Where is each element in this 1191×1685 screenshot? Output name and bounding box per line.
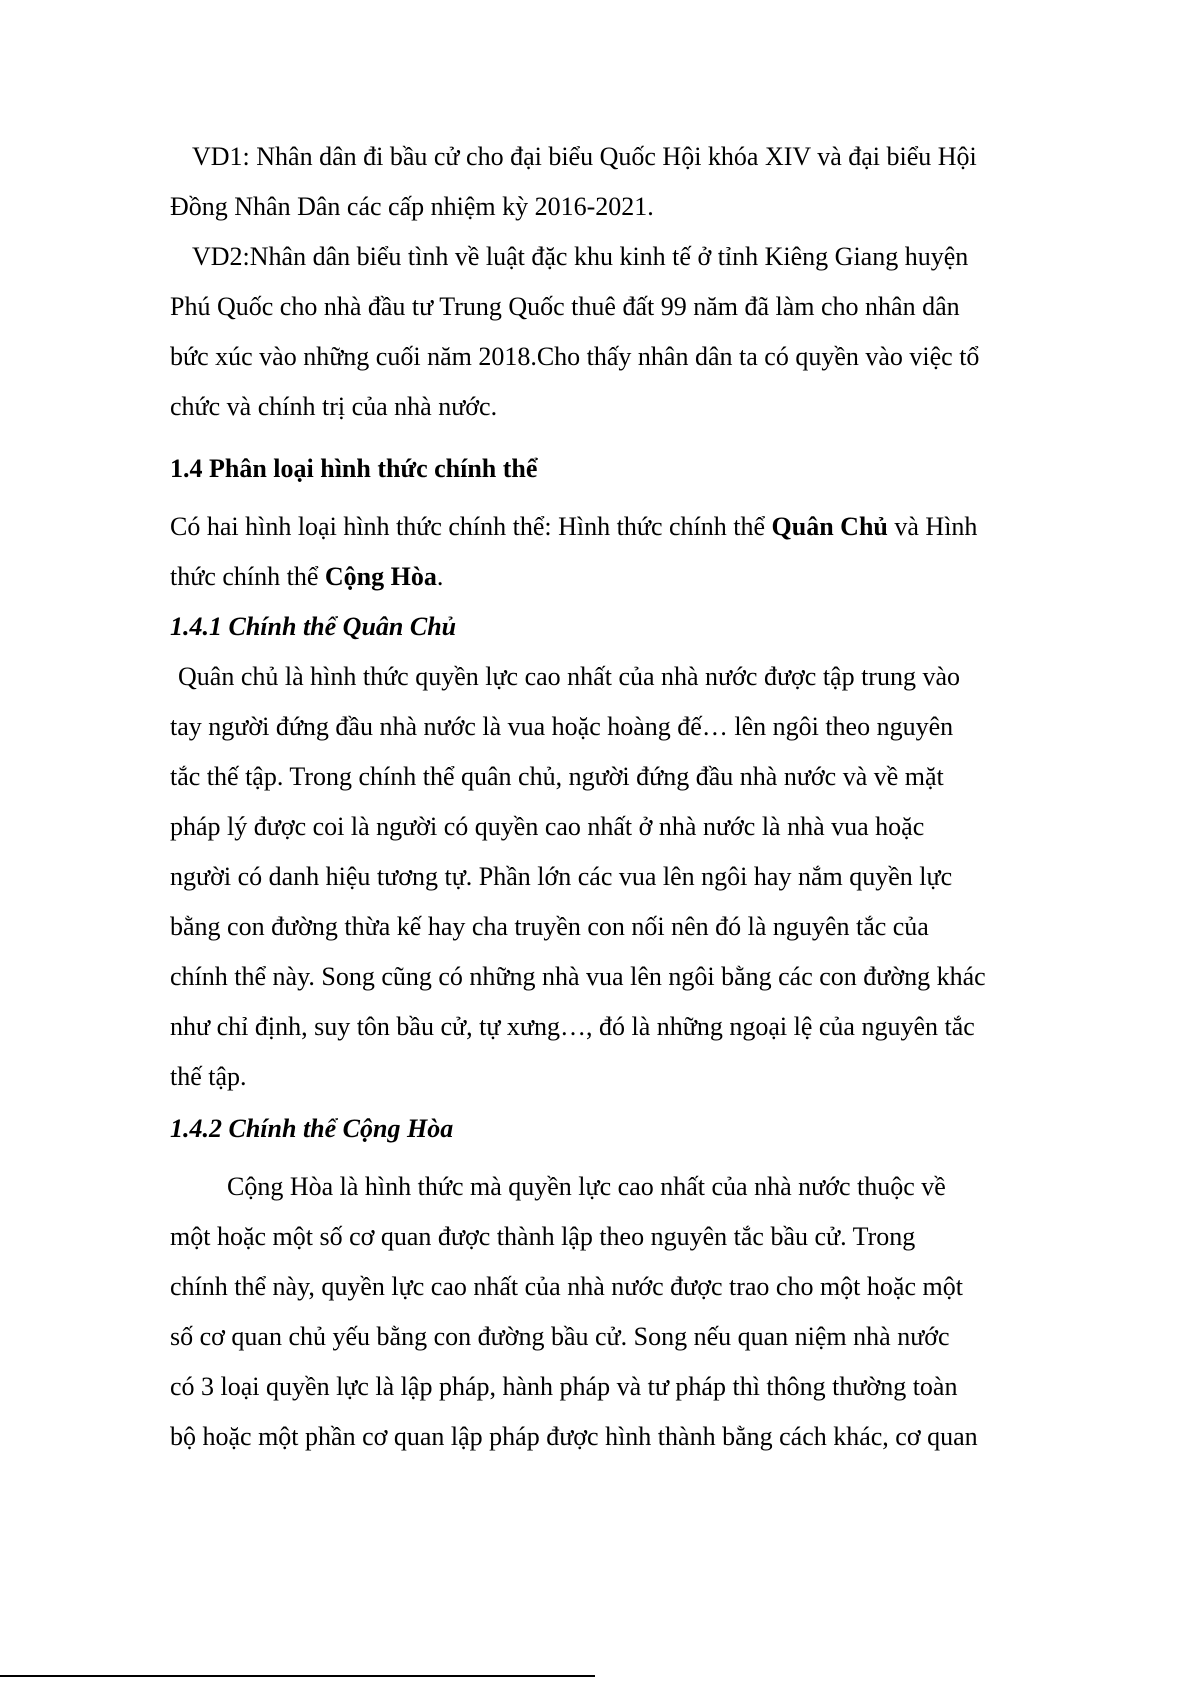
section-1-4-1-line-5: người có danh hiệu tương tự. Phần lớn các vua lên ngôi hay nắm quyền lực xyxy=(170,862,953,891)
section-1-4-1-line-2: tay người đứng đầu nhà nước là vua hoặc hoàng đế… lên ngôi theo nguyên xyxy=(170,712,954,741)
section-1-4-2-line-1: Cộng Hòa là hình thức mà quyền lực cao nhất của nhà nước thuộc về xyxy=(227,1172,946,1201)
footnote-divider xyxy=(0,1675,595,1677)
section-1-4-1-line-9: thế tập. xyxy=(170,1062,247,1091)
section-1-4-intro-line-1 xyxy=(170,502,1090,552)
section-1-4-1-line-1: Quân chủ là hình thức quyền lực cao nhất của nhà nước được tập trung vào xyxy=(178,662,961,691)
section-1-4-2-line-3: chính thể này, quyền lực cao nhất của nhà nước được trao cho một hoặc một xyxy=(170,1272,963,1301)
section-1-4-1-line-7: chính thể này. Song cũng có những nhà vua lên ngôi bằng các con đường khác xyxy=(170,962,986,991)
intro-text: và Hình xyxy=(887,512,978,541)
intro-bold-term: Cộng Hòa xyxy=(324,562,437,591)
section-1-4-2-line-6: bộ hoặc một phần cơ quan lập pháp được hình thành bằng cách khác, cơ quan xyxy=(170,1422,978,1451)
vd1-line-2: Đồng Nhân Dân các cấp nhiệm kỳ 2016-2021. xyxy=(170,192,654,221)
vd2-line-1: VD2:Nhân dân biểu tình về luật đặc khu kinh tế ở tỉnh Kiêng Giang huyện xyxy=(192,242,969,271)
vd2-line-2: Phú Quốc cho nhà đầu tư Trung Quốc thuê đất 99 năm đã làm cho nhân dân xyxy=(170,292,960,321)
section-1-4-1-heading: 1.4.1 Chính thể Quân Chủ xyxy=(170,612,457,641)
vd2-line-3: bức xúc vào những cuối năm 2018.Cho thấy nhân dân ta có quyền vào việc tổ xyxy=(170,342,980,371)
vd1-line-1: VD1: Nhân dân đi bầu cử cho đại biểu Quốc Hội khóa XIV và đại biểu Hội xyxy=(192,142,977,171)
intro-bold-term: Quân Chủ xyxy=(771,512,888,541)
section-1-4-2-heading: 1.4.2 Chính thể Cộng Hòa xyxy=(170,1114,454,1143)
section-1-4-1-line-6: bằng con đường thừa kế hay cha truyền con nối nên đó là nguyên tắc của xyxy=(170,912,929,941)
section-1-4-intro-line-2 xyxy=(170,552,1090,602)
section-1-4-1-line-3: tắc thế tập. Trong chính thể quân chủ, người đứng đầu nhà nước và về mặt xyxy=(170,762,944,791)
document-page xyxy=(170,132,1090,1462)
intro-text: Có hai hình loại hình thức chính thể: Hình thức chính thể xyxy=(170,512,772,541)
vd2-line-4: chức và chính trị của nhà nước. xyxy=(170,392,498,421)
intro-text: thức chính thể xyxy=(170,562,325,591)
section-1-4-2-line-2: một hoặc một số cơ quan được thành lập theo nguyên tắc bầu cử. Trong xyxy=(170,1222,916,1251)
intro-text: . xyxy=(436,562,444,591)
section-1-4-1-line-4: pháp lý được coi là người có quyền cao nhất ở nhà nước là nhà vua hoặc xyxy=(170,812,925,841)
section-1-4-heading: 1.4 Phân loại hình thức chính thể xyxy=(170,454,538,483)
section-1-4-2-line-4: số cơ quan chủ yếu bằng con đường bầu cử. Song nếu quan niệm nhà nước xyxy=(170,1322,950,1351)
section-1-4-2-line-5: có 3 loại quyền lực là lập pháp, hành pháp và tư pháp thì thông thường toàn xyxy=(170,1372,958,1401)
section-1-4-1-line-8: như chỉ định, suy tôn bầu cử, tự xưng…, đó là những ngoại lệ của nguyên tắc xyxy=(170,1012,975,1041)
